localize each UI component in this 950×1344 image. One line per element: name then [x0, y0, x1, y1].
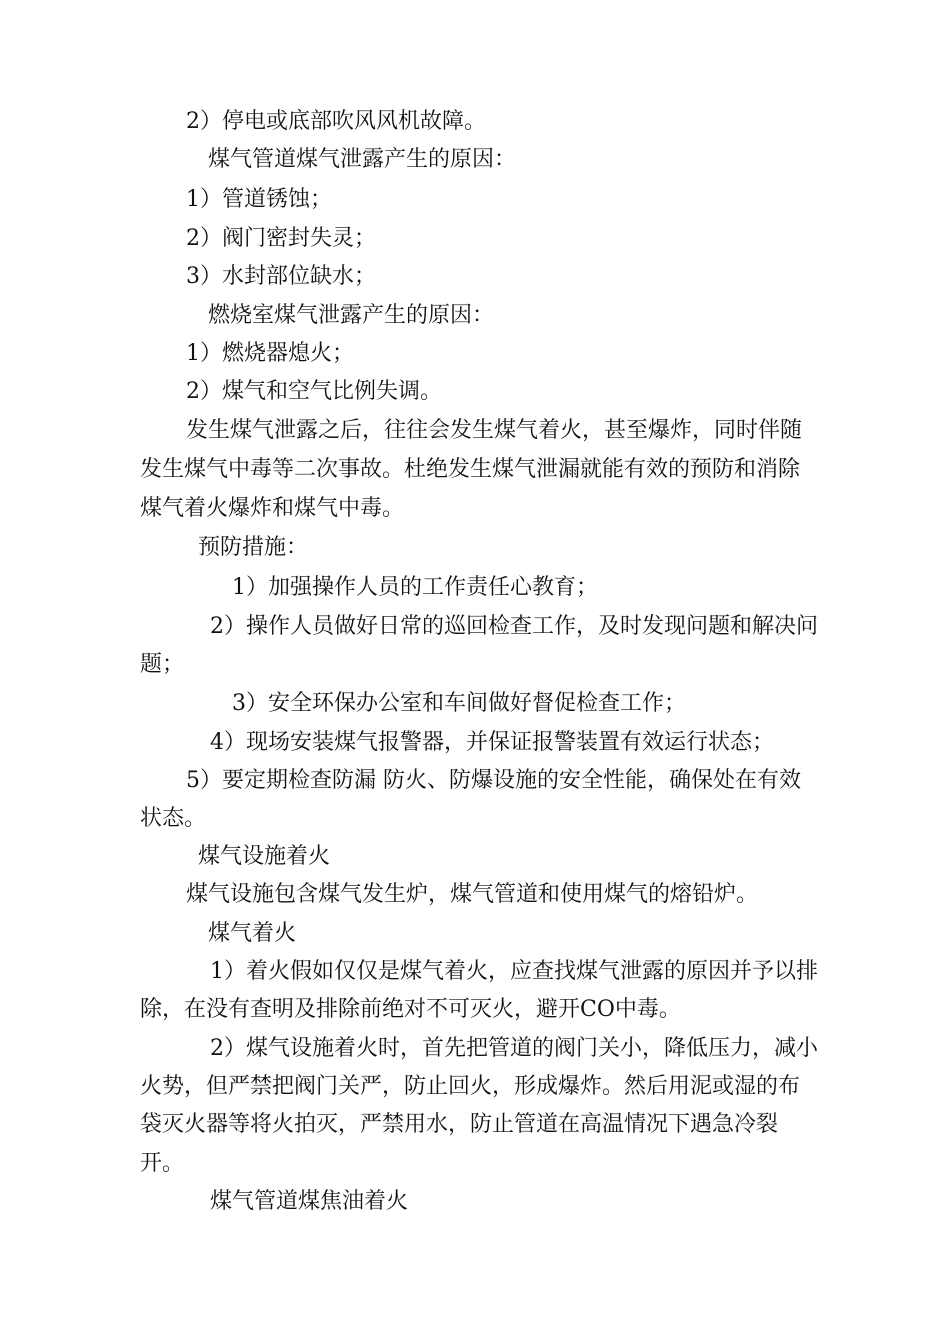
paragraph-line: 发生煤气泄露之后，往往会发生煤气着火，甚至爆炸，同时伴随	[186, 418, 803, 443]
list-item: 2）煤气设施着火时，首先把管道的阀门关小，降低压力，减小	[210, 1036, 818, 1061]
list-item: 1）加强操作人员的工作责任心教育；	[232, 575, 598, 600]
list-item: 1）着火假如仅仅是煤气着火，应查找煤气泄露的原因并予以排	[210, 959, 818, 984]
list-item-continuation: 除，在没有查明及排除前绝对不可灭火，避开CO中毒。	[140, 997, 681, 1022]
list-item: 5）要定期检查防漏 防火、防爆设施的安全性能，确保处在有效	[186, 768, 801, 793]
section-heading: 煤气着火	[208, 921, 297, 946]
section-heading: 预防措施：	[198, 535, 309, 560]
text-line: 2）停电或底部吹风风机故障。	[186, 109, 486, 134]
list-item: 4）现场安装煤气报警器，并保证报警装置有效运行状态；	[210, 730, 774, 755]
list-item: 2）阀门密封失灵；	[186, 226, 376, 251]
paragraph-line: 发生煤气中毒等二次事故。杜绝发生煤气泄漏就能有效的预防和消除	[140, 457, 801, 482]
list-item-continuation: 火势，但严禁把阀门关严，防止回火，形成爆炸。然后用泥或湿的布	[140, 1074, 801, 1099]
list-item: 3）安全环保办公室和车间做好督促检查工作；	[232, 691, 686, 716]
list-item-continuation: 状态。	[140, 806, 207, 831]
section-heading: 煤气设施着火	[198, 844, 331, 869]
list-item: 1）管道锈蚀；	[186, 187, 332, 212]
list-item-continuation: 袋灭火器等将火拍灭，严禁用水，防止管道在高温情况下遇急冷裂	[140, 1112, 779, 1137]
list-item: 2）煤气和空气比例失调。	[186, 379, 442, 404]
list-item: 1）燃烧器熄火；	[186, 341, 354, 366]
section-heading: 煤气管道煤气泄露产生的原因：	[208, 147, 517, 172]
list-item: 3）水封部位缺水；	[186, 264, 376, 289]
paragraph-line: 煤气设施包含煤气发生炉，煤气管道和使用煤气的熔铅炉。	[186, 882, 759, 907]
section-heading: 煤气管道煤焦油着火	[210, 1189, 409, 1214]
list-item: 2）操作人员做好日常的巡回检查工作，及时发现问题和解决问	[210, 614, 818, 639]
paragraph-line: 煤气着火爆炸和煤气中毒。	[140, 496, 405, 521]
list-item-continuation: 题；	[140, 652, 185, 677]
section-heading: 燃烧室煤气泄露产生的原因：	[208, 303, 495, 328]
list-item-continuation: 开。	[140, 1151, 185, 1176]
